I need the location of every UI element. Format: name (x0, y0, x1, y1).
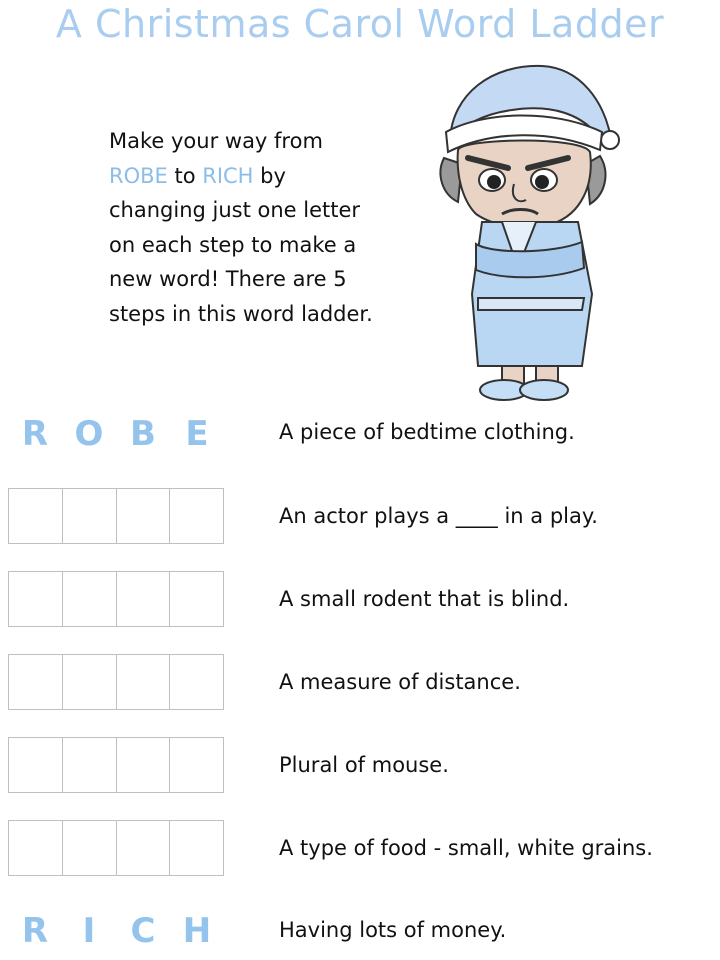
letter-box[interactable] (9, 572, 63, 626)
clue-2: An actor plays a ____ in a play. (279, 504, 598, 528)
letter-box[interactable] (63, 489, 117, 543)
answer-row-2[interactable] (8, 571, 224, 627)
clue-3: A small rodent that is blind. (279, 587, 570, 611)
clue-7: Having lots of money. (279, 918, 507, 942)
answer-row-1[interactable] (8, 488, 224, 544)
letter-box[interactable] (170, 655, 223, 709)
letter-box[interactable] (117, 572, 171, 626)
end-letter-1: R (21, 911, 49, 951)
letter-box[interactable] (117, 821, 171, 875)
end-letter-3: C (130, 911, 156, 951)
instructions-line-2 (109, 159, 429, 194)
clue-4: A measure of distance. (279, 670, 521, 694)
letter-box[interactable] (9, 821, 63, 875)
start-letter-2: O (74, 414, 104, 454)
instructions-line-4: on each step to make a (109, 232, 357, 257)
scrooge-in-nightcap-icon (432, 54, 628, 402)
instructions-line-1: Make your way from (109, 129, 323, 153)
answer-row-5[interactable] (8, 820, 224, 876)
end-word: RICH (202, 163, 254, 188)
letter-box[interactable] (170, 821, 223, 875)
letter-box[interactable] (9, 489, 63, 543)
end-letter-2: I (82, 911, 96, 951)
letter-box[interactable] (117, 738, 171, 792)
letter-box[interactable] (63, 572, 117, 626)
end-letter-4: H (182, 911, 212, 951)
letter-box[interactable] (170, 489, 223, 543)
start-letter-4: E (185, 414, 209, 454)
instructions-line-6: steps in this word ladder. (109, 301, 373, 326)
clue-1: A piece of bedtime clothing. (279, 420, 575, 444)
instructions-line-2-suffix: by (253, 163, 286, 188)
page-title: A Christmas Carol Word Ladder (55, 2, 665, 46)
letter-box[interactable] (63, 821, 117, 875)
letter-box[interactable] (170, 572, 223, 626)
instructions-line-5: new word! There are 5 (109, 267, 347, 291)
end-word-letters (8, 911, 224, 951)
letter-box[interactable] (63, 655, 117, 709)
instructions-line-3: changing just one letter (109, 198, 361, 222)
letter-box[interactable] (117, 655, 171, 709)
letter-box[interactable] (170, 738, 223, 792)
letter-box[interactable] (63, 738, 117, 792)
letter-box[interactable] (117, 489, 171, 543)
letter-box[interactable] (9, 655, 63, 709)
instructions (109, 124, 429, 331)
clue-5: Plural of mouse. (279, 753, 449, 777)
clue-6: A type of food - small, white grains. (279, 836, 653, 860)
answer-row-4[interactable] (8, 737, 224, 793)
start-word-letters (8, 414, 224, 454)
connector-text: to (167, 163, 203, 188)
letter-box[interactable] (9, 738, 63, 792)
start-letter-3: B (130, 414, 156, 454)
start-word: ROBE (109, 163, 168, 188)
answer-row-3[interactable] (8, 654, 224, 710)
start-letter-1: R (21, 414, 49, 454)
